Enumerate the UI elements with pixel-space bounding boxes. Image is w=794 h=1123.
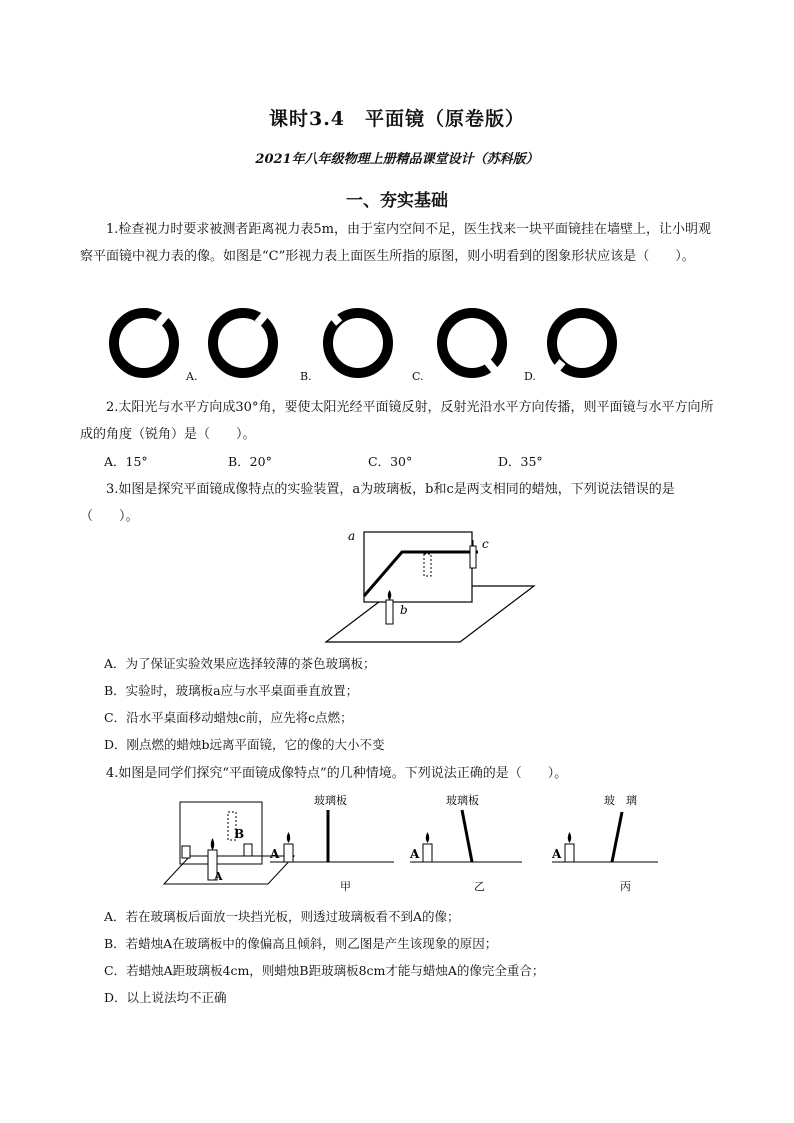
question-3-option-c: C．沿水平桌面移动蜡烛c前，应先将c点燃； (104, 710, 353, 725)
label-glass-jia: 玻璃板 (314, 794, 347, 807)
label-a-jia: A (270, 847, 280, 861)
ring-label-a: A. (186, 370, 198, 383)
question-2-text: 2.太阳光与水平方向成30°角，要使太阳光经平面镜反射，反射光沿水平方向传播，则平面镜与水平方向所成的角度（锐角）是（ ）。 (80, 400, 714, 442)
question-3-text: 3.如图是探究平面镜成像特点的实验装置，a为玻璃板，b和c是两支相同的蜡烛，下列说法错误的是（ ）。 (80, 482, 675, 524)
diagram-bing (551, 793, 658, 893)
question-3-option-b: B．实验时，玻璃板a应与水平桌面垂直放置； (104, 683, 359, 698)
ring-b-icon (326, 309, 388, 373)
ring-a-icon (213, 309, 273, 373)
figure-label-b: b (400, 603, 408, 617)
question-4-option-d: D．以上说法均不正确 (104, 990, 227, 1005)
question-1-rings (100, 300, 640, 390)
question-1-text: 1.检查视力时要求被测者距离视力表5m，由于室内空间不足，医生找来一块平面镜挂在墙壁上，让小明观察平面镜中视力表的像。如图是“C”形视力表上面医生所指的原图，则小明看到的图象形状应该是（ ）。 (80, 222, 712, 264)
label-bing: 丙 (620, 880, 631, 893)
label-jia: 甲 (340, 880, 351, 893)
page-subtitle: 2021年八年级物理上册精品课堂设计（苏科版） (255, 152, 539, 167)
label-yi: 乙 (474, 880, 485, 893)
question-3-figure (320, 526, 540, 648)
page-title: 课时3.4 平面镜（原卷版） (268, 108, 526, 130)
label-a-bing: A (552, 847, 562, 861)
question-4-option-b: B．若蜡烛A在玻璃板中的像偏高且倾斜，则乙图是产生该现象的原因； (104, 936, 498, 951)
label-glass-bing: 玻 璃 (604, 794, 637, 807)
question-4-figures (160, 790, 670, 896)
section-heading: 一、夯实基础 (346, 191, 448, 211)
question-2-option-b: B．20° (228, 454, 272, 469)
ring-d-icon (550, 313, 612, 376)
question-2-option-d: D．35° (498, 454, 543, 469)
question-3-option-d: D．刚点燃的蜡烛b远离平面镜，它的像的大小不变 (104, 737, 385, 752)
diagram-jia (269, 793, 394, 893)
setup-3d (164, 802, 294, 884)
label-a-3d: A (214, 870, 223, 883)
ring-label-d: D. (524, 370, 536, 383)
question-4-text: 4.如图是同学们探究“平面镜成像特点”的几种情境。下列说法正确的是（ ）。 (106, 766, 568, 781)
figure-label-a: a (348, 529, 356, 543)
question-4-option-c: C．若蜡烛A距玻璃板4cm，则蜡烛B距玻璃板8cm才能与蜡烛A的像完全重合； (104, 963, 545, 978)
question-2-option-a: A．15° (104, 454, 148, 469)
label-glass-yi: 玻璃板 (446, 794, 479, 807)
figure-label-c: c (482, 537, 489, 551)
ring-label-c: C. (412, 370, 424, 383)
diagram-yi (409, 793, 522, 893)
ring-label-b: B. (300, 370, 312, 383)
label-b-3d: B (234, 827, 245, 841)
question-4-option-a: A．若在玻璃板后面放一块挡光板，则透过玻璃板看不到A的像； (104, 909, 460, 924)
question-2-option-c: C．30° (368, 454, 413, 469)
label-a-yi: A (410, 847, 420, 861)
ring-original-icon (114, 309, 174, 373)
question-3-option-a: A．为了保证实验效果应选择较薄的茶色玻璃板； (104, 656, 376, 671)
ring-c-icon (442, 313, 502, 376)
